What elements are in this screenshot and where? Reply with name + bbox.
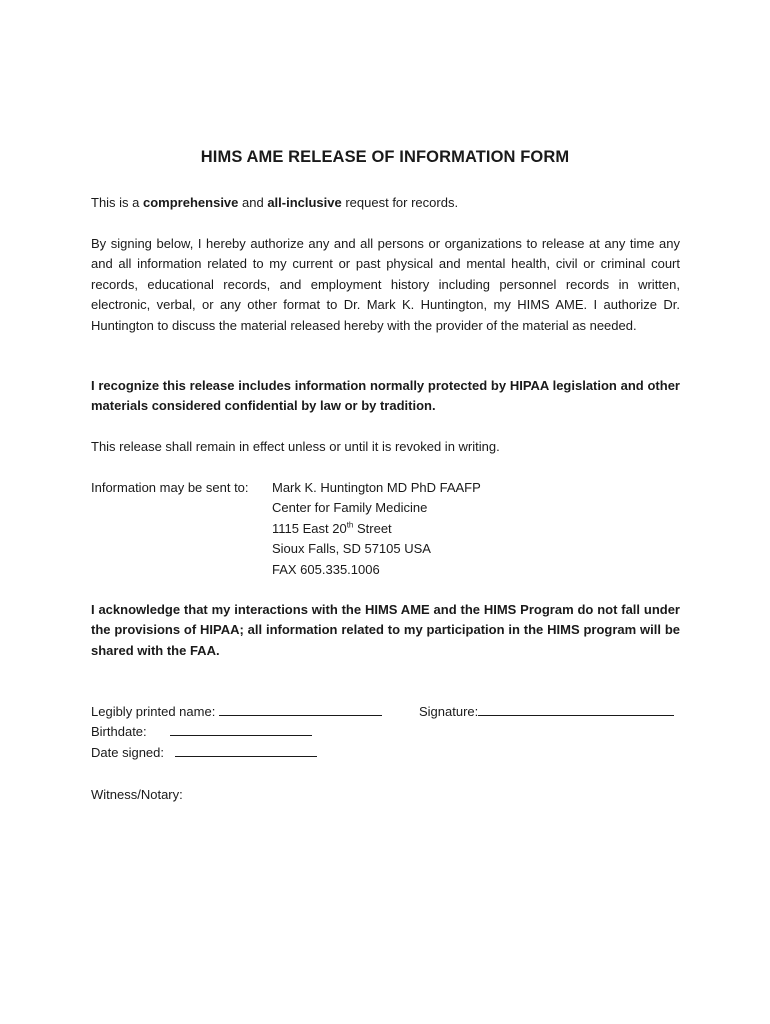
- recipient-org: Center for Family Medicine: [272, 500, 428, 516]
- date-signed-label: Date signed:: [91, 745, 164, 760]
- intro-text-3: request for records.: [341, 195, 459, 210]
- sent-to-label: Information may be sent to:: [91, 480, 249, 495]
- recipient-name: Mark K. Huntington MD PhD FAAFP: [272, 480, 481, 495]
- intro-bold-all-inclusive: all-inclusive: [267, 195, 342, 210]
- intro-paragraph: [91, 193, 680, 213]
- printed-name-field[interactable]: [219, 702, 382, 716]
- recipient-street-number: 1115 East 20: [272, 520, 347, 536]
- intro-bold-comprehensive: comprehensive: [143, 195, 239, 210]
- authorization-paragraph: By signing below, I hereby authorize any and all persons or organizations to release at any time any and all information related to my current or past physical and mental health, civil or criminal court records, educational records, and employment history including personnel records in written, electronic, verbal, or any other format to Dr. Mark K. Huntington, my HIMS AME. I authorize Dr. Huntington to discuss the material released hereby with the provider of the material as needed.: [91, 236, 680, 333]
- birthdate-label: Birthdate:: [91, 724, 147, 739]
- printed-name-label: Legibly printed name:: [91, 704, 216, 719]
- signature-row: [419, 702, 674, 722]
- recipient-city: Sioux Falls, SD 57105 USA: [272, 541, 431, 557]
- birthdate-field[interactable]: [170, 722, 312, 736]
- recipient-street-name: Street: [353, 520, 392, 536]
- form-title: HIMS AME RELEASE OF INFORMATION FORM: [200, 148, 570, 166]
- witness-row: [91, 785, 183, 805]
- printed-name-row: [91, 702, 382, 722]
- recipient-address: [272, 478, 481, 580]
- birthdate-row: [91, 722, 312, 742]
- acknowledgement-paragraph: I acknowledge that my interactions with the HIMS AME and the HIMS Program do not fall under the provisions of HIPAA; all information related to my participation in the HIMS program will be shared with the FAA.: [91, 602, 680, 658]
- signature-field[interactable]: [478, 702, 674, 716]
- recipient-street: [272, 519, 481, 539]
- signature-label: Signature:: [419, 704, 479, 719]
- intro-text-2: and: [238, 195, 268, 210]
- intro-text-1: This is a: [91, 195, 144, 210]
- recipient-street-suffix: th: [346, 520, 354, 530]
- recipient-fax: FAX 605.335.1006: [272, 561, 380, 577]
- date-signed-row: [91, 743, 317, 763]
- date-signed-field[interactable]: [175, 743, 317, 757]
- hipaa-notice-paragraph: I recognize this release includes information normally protected by HIPAA legislation and other materials considered confidential by law or by tradition.: [91, 378, 680, 414]
- effect-paragraph: This release shall remain in effect unless or until it is revoked in writing.: [91, 439, 500, 454]
- witness-label: Witness/Notary:: [91, 787, 183, 802]
